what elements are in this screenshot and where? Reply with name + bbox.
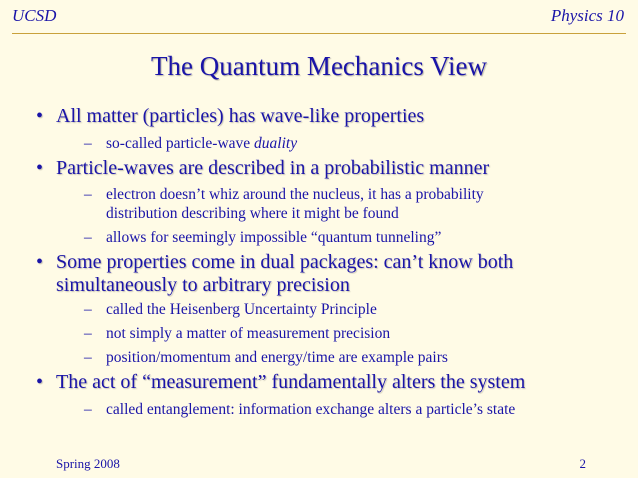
bullet-2-sub-2-text: allows for seemingly impossible “quantum tunneling” bbox=[106, 229, 442, 246]
bullet-3-text bbox=[56, 251, 608, 297]
bullet-1-marker: • bbox=[36, 105, 44, 127]
bullet-1-sub-1-italic: duality bbox=[254, 135, 298, 152]
bullet-4-marker: • bbox=[36, 371, 44, 393]
bullet-2-sub-1-text bbox=[106, 185, 608, 223]
bullet-2-marker: • bbox=[36, 157, 44, 179]
bullet-3-sub-2-text: not simply a matter of measurement precision bbox=[106, 325, 391, 342]
bullet-4-sub-1-text: called entanglement: information exchange alters a particle’s state bbox=[106, 401, 516, 418]
bullet-2-sub-1-line-2: distribution describing where it might be found bbox=[106, 205, 399, 222]
bullet-2-sub-1-marker: – bbox=[84, 186, 92, 203]
bullet-2-text: Particle-waves are described in a probabilistic manner bbox=[56, 157, 490, 179]
header-divider bbox=[12, 33, 626, 34]
bullet-3-sub-3-marker: – bbox=[84, 349, 92, 366]
bullet-1-sub-1-marker: – bbox=[84, 135, 92, 152]
bullet-3-sub-2-marker: – bbox=[84, 325, 92, 342]
bullet-4-text: The act of “measurement” fundamentally alters the system bbox=[56, 371, 526, 393]
header-institution: UCSD bbox=[12, 6, 57, 25]
bullet-3-marker: • bbox=[36, 251, 44, 273]
bullet-3-line-2: simultaneously to arbitrary precision bbox=[56, 274, 350, 296]
slide-title: The Quantum Mechanics View bbox=[150, 51, 488, 81]
bullet-2-sub-2-marker: – bbox=[84, 229, 92, 246]
bullet-4-sub-1-marker: – bbox=[84, 401, 92, 418]
footer-page-number: 2 bbox=[579, 456, 586, 471]
bullet-3-sub-1-text: called the Heisenberg Uncertainty Principle bbox=[106, 301, 377, 318]
bullet-3-sub-3-text: position/momentum and energy/time are example pairs bbox=[106, 349, 448, 366]
bullet-1-sub-1-text bbox=[106, 134, 608, 153]
bullet-2-sub-1-line-1: electron doesn’t whiz around the nucleus, it has a probability bbox=[106, 186, 484, 203]
header-course: Physics 10 bbox=[550, 6, 624, 25]
bullet-3-line-1: Some properties come in dual packages: can’t know both bbox=[56, 251, 514, 273]
footer-date: Spring 2008 bbox=[56, 456, 120, 471]
bullet-1-sub-1-plain: so-called particle-wave bbox=[106, 135, 255, 152]
bullet-3-sub-1-marker: – bbox=[84, 301, 92, 318]
bullet-1-text: All matter (particles) has wave-like properties bbox=[56, 105, 425, 127]
